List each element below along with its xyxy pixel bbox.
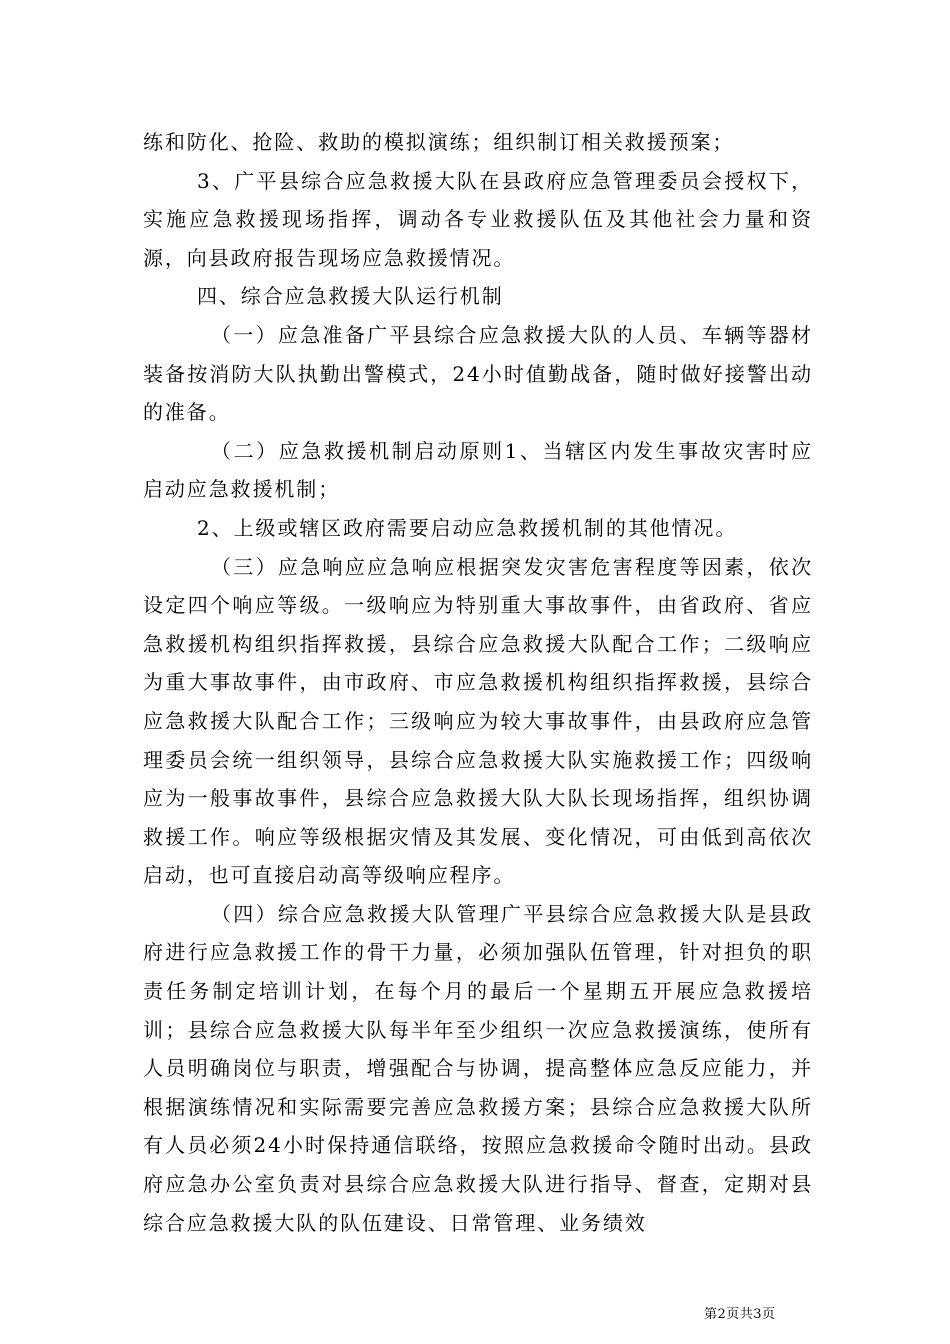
page-number: 第2页共3页 — [704, 1307, 776, 1322]
paragraph-continuation: 练和防化、抢险、救助的模拟演练；组织制订相关救援预案； — [143, 130, 735, 154]
paragraph-activation-item-2: 2、上级或辖区政府需要启动应急救援机制的其他情况。 — [197, 515, 738, 540]
paragraph-team-management: （四）综合应急救援大队管理广平县综合应急救援大队是县政府进行应急救援工作的骨干力量，必须加强队伍管理，针对担负的职责任务制定培训计划，在每个月的最后一个星期五开展应急救援培训；县综合应急救援大队每半年至少组织一次应急救援演练，使所有人员明确岗位与职责，增强配合与协调，提高整体应急反应能力，并根据演练情况和实际需要完善应急救援方案；县综合应急救援大队所有人员必须24小时保持通信联络，按照应急救援命令随时出动。县政府应急办公室负责对县综合应急救援大队进行指导、督查，定期对县综合应急救援大队的队伍建设、日常管理、业务绩效 — [143, 901, 813, 1235]
paragraph-emergency-response: （三）应急响应应急响应根据突发灾害危害程度等因素，依次设定四个响应等级。一级响应为特别重大事故事件，由省政府、省应急救援机构组织指挥救援，县综合应急救援大队配合工作；二级响应为重大事故事件，由市政府、市应急救援机构组织指挥救援，县综合应急救援大队配合工作；三级响应为较大事故事件，由县政府应急管理委员会统一组织领导，县综合应急救援大队实施救援工作；四级响应为一般事故事件，县综合应急救援大队大队长现场指挥，组织协调救援工作。响应等级根据灾情及其发展、变化情况，可由低到高依次启动，也可直接启动高等级响应程序。 — [143, 554, 813, 888]
paragraph-activation-principles: （二）应急救援机制启动原则1、当辖区内发生事故灾害时应启动应急救援机制； — [143, 438, 813, 502]
section-heading-4: 四、综合应急救援大队运行机制 — [197, 284, 504, 309]
paragraph-emergency-preparation: （一）应急准备广平县综合应急救援大队的人员、车辆等器材装备按消防大队执勤出警模式，24小时值勤战备，随时做好接警出动的准备。 — [143, 322, 813, 425]
document-body — [143, 123, 813, 1242]
paragraph-item-3: 3、广平县综合应急救援大队在县政府应急管理委员会授权下，实施应急救援现场指挥，调动各专业救援队伍及其他社会力量和资源，向县政府报告现场应急救援情况。 — [143, 168, 813, 270]
